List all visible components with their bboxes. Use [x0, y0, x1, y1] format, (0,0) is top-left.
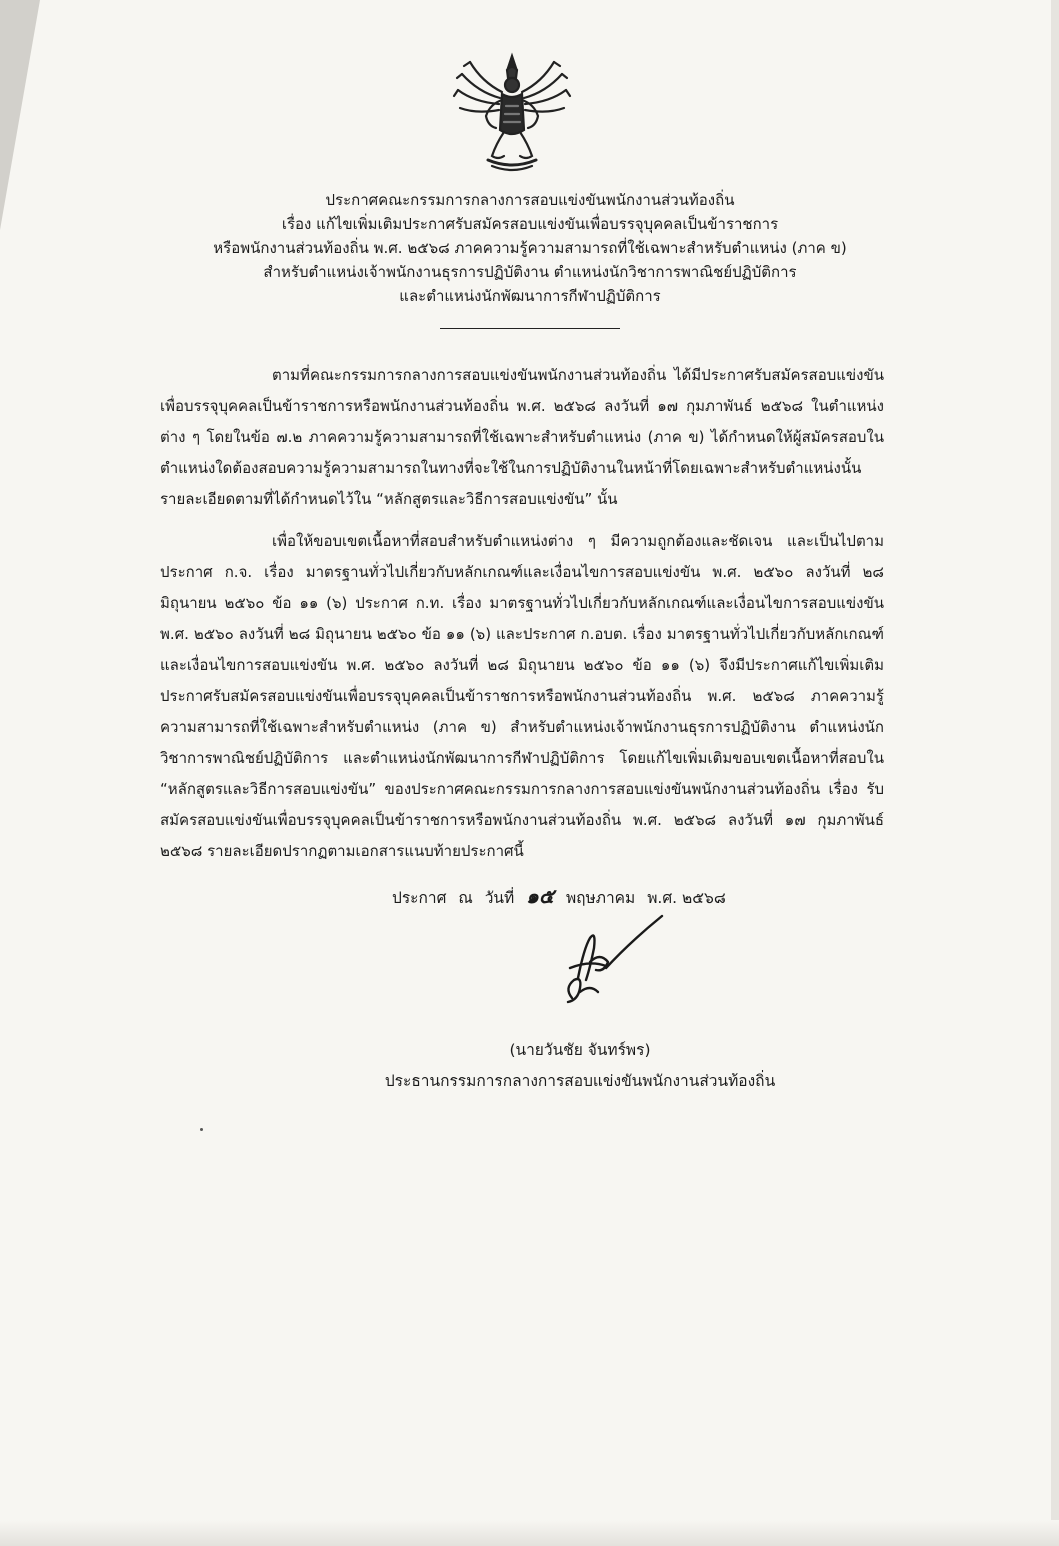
subject-line-2: หรือพนักงานส่วนท้องถิ่น พ.ศ. ๒๕๖๘ ภาคความรู้ความสามารถที่ใช้เฉพาะสำหรับตำแหน่ง (ภาค ข) [213, 239, 847, 257]
paragraph-2: เพื่อให้ขอบเขตเนื้อหาที่สอบสำหรับตำแหน่งต่าง ๆ มีความถูกต้องและชัดเจน และเป็นไปตามประกาศ ก.จ. เรื่อง มาตรฐานทั่วไปเกี่ยวกับหลักเกณฑ์และเงื่อนไขการสอบแข่งขัน พ.ศ. ๒๕๖๐ ลงวันที่ ๒๘ มิถุนายน ๒๕๖๐ ข้อ ๑๑ (๖) ประกาศ ก.ท. เรื่อง มาตรฐานทั่วไปเกี่ยวกับหลักเกณฑ์และเงื่อนไขการสอบแข่งขัน พ.ศ. ๒๕๖๐ ลงวันที่ ๒๘ มิถุนายน ๒๕๖๐ ข้อ ๑๑ (๖) และประกาศ ก.อบต. เรื่อง มาตรฐานทั่วไปเกี่ยวกับหลักเกณฑ์และเงื่อนไขการสอบแข่งขัน พ.ศ. ๒๕๖๐ ลงวันที่ ๒๘ มิถุนายน ๒๕๖๐ ข้อ ๑๑ (๖) จึงมีประกาศแก้ไขเพิ่มเติมประกาศรับสมัครสอบแข่งขันเพื่อบรรจุบุคคลเป็นข้าราชการหรือพนักงานส่วนท้องถิ่น พ.ศ. ๒๕๖๘ ภาคความรู้ความสามารถที่ใช้เฉพาะสำหรับตำแหน่ง (ภาค ข) สำหรับตำแหน่งเจ้าพนักงานธุรการปฏิบัติงาน ตำแหน่งนักวิชาการพาณิชย์ปฏิบัติการ และตำแหน่งนักพัฒนาการกีฬาปฏิบัติการ โดยแก้ไขเพิ่มเติมขอบเขตเนื้อหาที่สอบใน “หลักสูตรและวิธีการสอบแข่งขัน” ของประกาศคณะกรรมการกลางการสอบแข่งขันพนักงานส่วนท้องถิ่น เรื่อง รับสมัครสอบแข่งขันเพื่อบรรจุบุคคลเป็นข้าราชการหรือพนักงานส่วนท้องถิ่น พ.ศ. ๒๕๖๘ ลงวันที่ ๑๗ กุมภาพันธ์ ๒๕๖๘ รายละเอียดปรากฏตามเอกสารแนบท้ายประกาศนี้ [160, 532, 884, 860]
handwritten-signature [560, 908, 670, 1008]
speck [200, 1128, 203, 1131]
garuda-emblem-icon [452, 52, 572, 177]
signer-title: ประธานกรรมการกลางการสอบแข่งขันพนักงานส่วนท้องถิ่น [384, 1072, 776, 1090]
date-announced-word: ประกาศ [392, 889, 447, 907]
announcement-title: ประกาศคณะกรรมการกลางการสอบแข่งขันพนักงานส่วนท้องถิ่น [325, 191, 735, 209]
subject-line-4: และตำแหน่งนักพัฒนาการกีฬาปฏิบัติการ [399, 287, 661, 305]
subject-line-3: สำหรับตำแหน่งเจ้าพนักงานธุรการปฏิบัติงาน ตำแหน่งนักวิชาการพาณิชย์ปฏิบัติการ [263, 263, 797, 281]
announcement-body [160, 360, 884, 867]
date-at-word: ณ [458, 889, 473, 907]
signer-name: (นายวันชัย จันทร์พร) [509, 1041, 651, 1059]
folded-corner [0, 0, 40, 230]
subject-line: เรื่อง แก้ไขเพิ่มเติมประกาศรับสมัครสอบแข่งขันเพื่อบรรจุบุคคลเป็นข้าราชการ [281, 215, 779, 233]
date-day-handwritten: ๑๕ [526, 884, 554, 908]
page-bottom-edge [0, 1520, 1059, 1546]
date-month: พฤษภาคม [565, 889, 636, 907]
date-day-label: วันที่ [484, 889, 515, 907]
date-year: พ.ศ. ๒๕๖๘ [647, 889, 726, 907]
header-divider [440, 328, 620, 329]
page-edge [1051, 0, 1059, 1546]
announcement-header [140, 188, 920, 329]
paragraph-1: ตามที่คณะกรรมการกลางการสอบแข่งขันพนักงานส่วนท้องถิ่น ได้มีประกาศรับสมัครสอบแข่งขันเพื่อบรรจุบุคคลเป็นข้าราชการหรือพนักงานส่วนท้องถิ่น พ.ศ. ๒๕๖๘ ลงวันที่ ๑๗ กุมภาพันธ์ ๒๕๖๘ ในตำแหน่งต่าง ๆ โดยในข้อ ๗.๒ ภาคความรู้ความสามารถที่ใช้เฉพาะสำหรับตำแหน่ง (ภาค ข) ได้กำหนดให้ผู้สมัครสอบในตำแหน่งใดต้องสอบความรู้ความสามารถในทางที่จะใช้ในการปฏิบัติงานในหน้าที่โดยเฉพาะสำหรับตำแหน่งนั้น รายละเอียดตามที่ได้กำหนดไว้ใน “หลักสูตรและวิธีการสอบแข่งขัน” นั้น [160, 366, 884, 508]
